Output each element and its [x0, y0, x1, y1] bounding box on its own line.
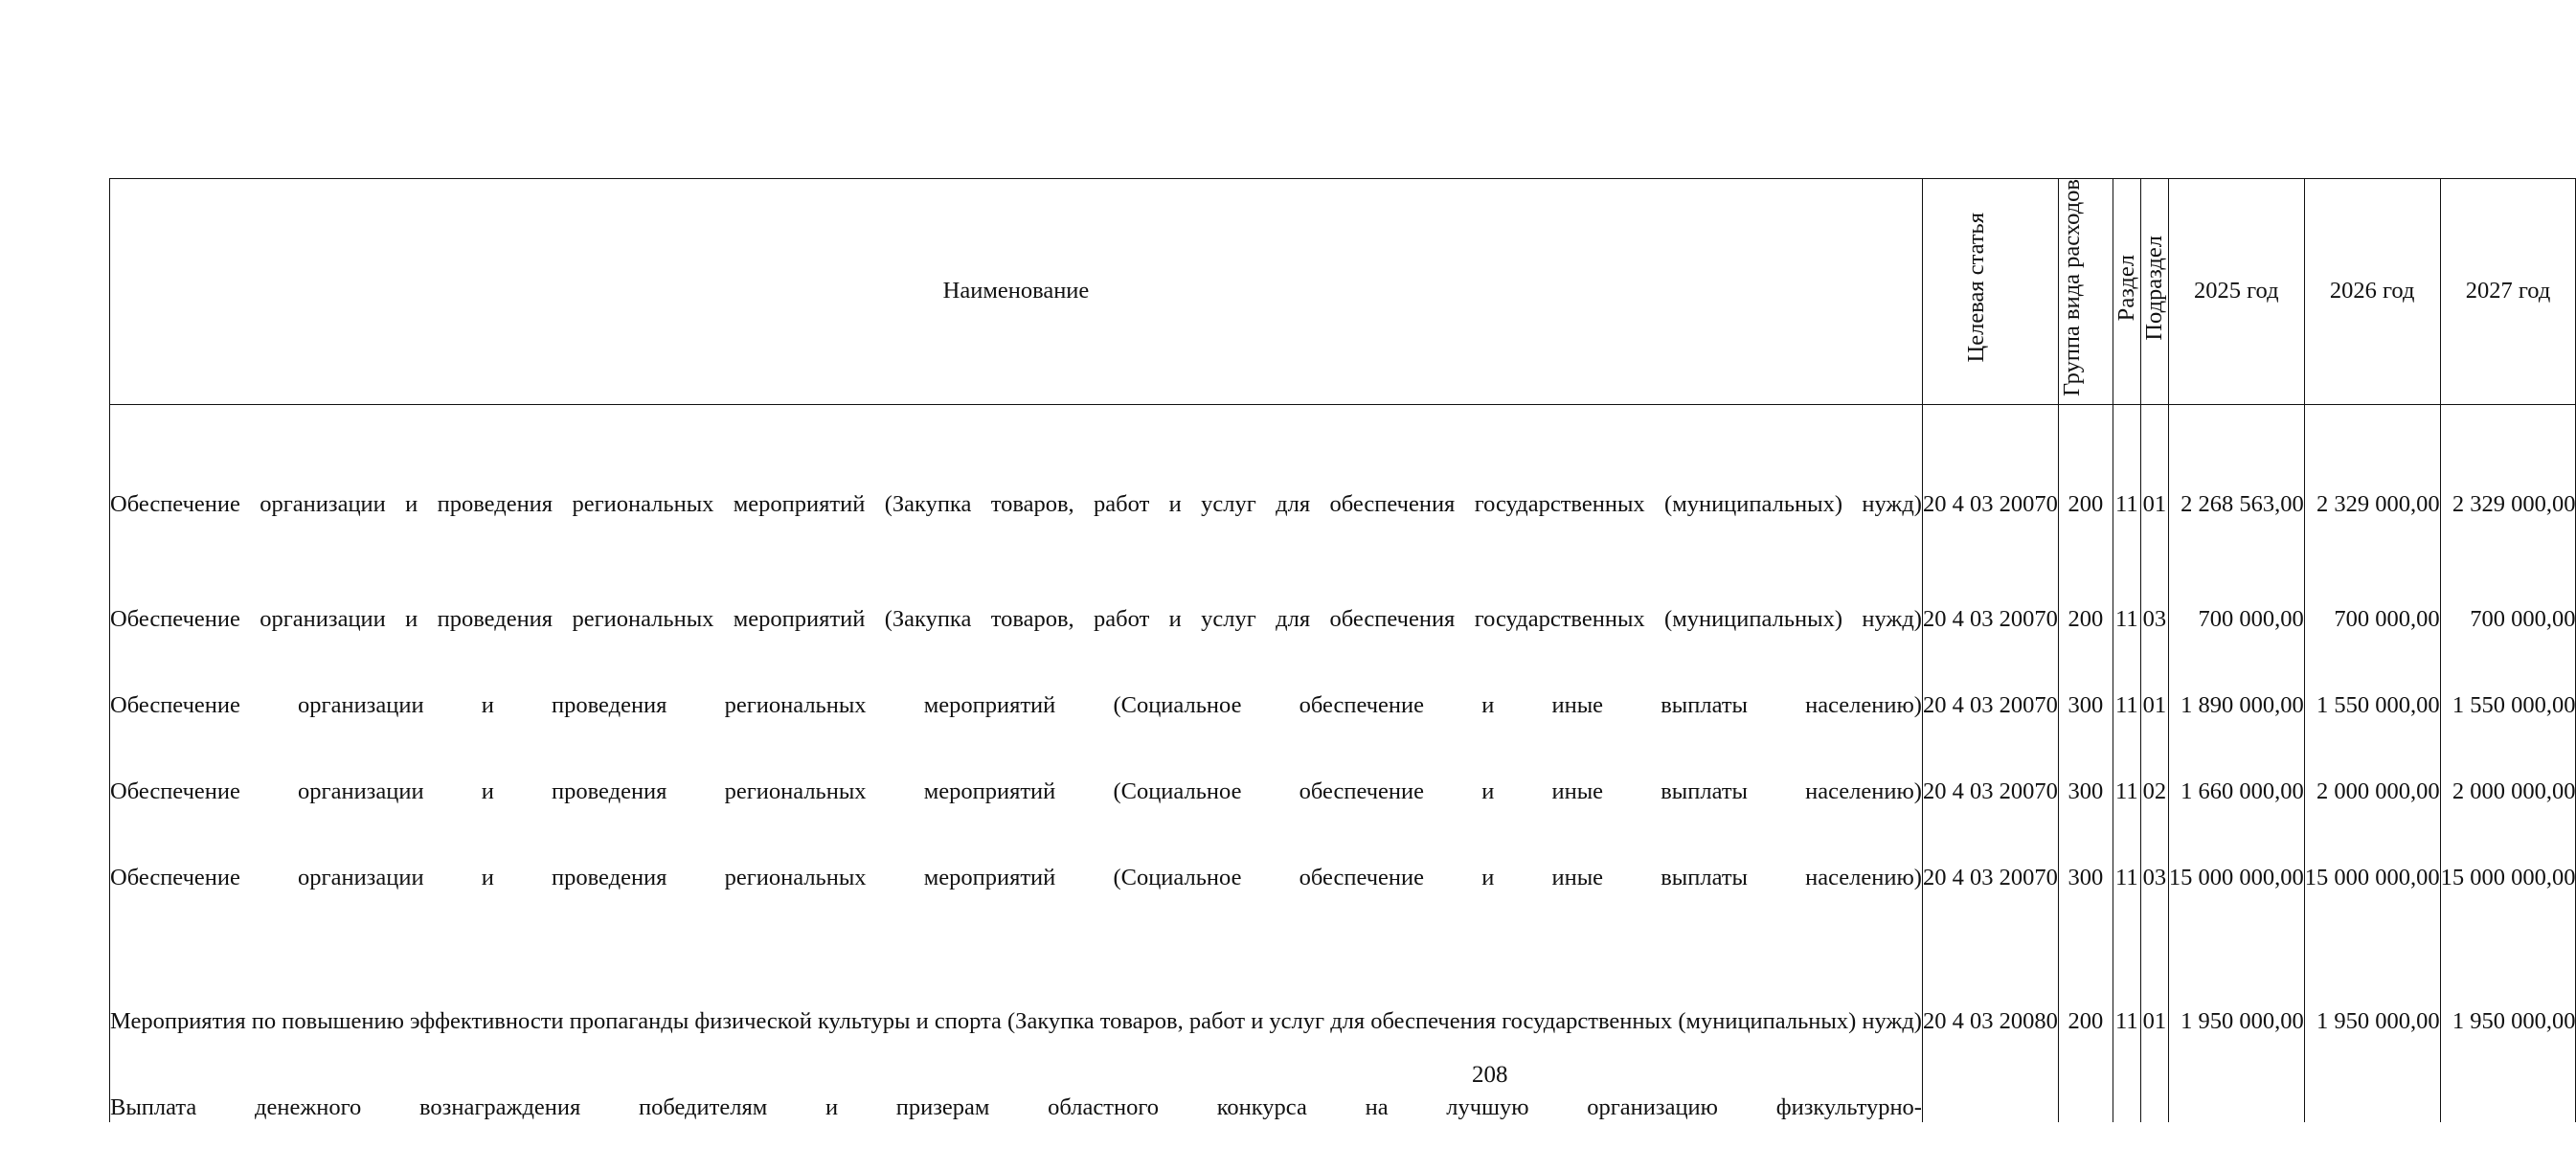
row-section: 11: [2113, 720, 2140, 806]
header-target-article: Целевая статья: [1922, 179, 2058, 405]
row-target-article: 20 4 03 20070: [1922, 806, 2058, 892]
row-expense-group: 300: [2058, 720, 2113, 806]
row-name: Обеспечение организации и проведения региональных мероприятий (Социальное обеспечение и иные выплаты населению): [110, 806, 1923, 892]
row-name: Обеспечение организации и проведения региональных мероприятий (Закупка товаров, работ и услуг для обеспечения государственных (муниципальных) нужд): [110, 404, 1923, 519]
table-row: [110, 404, 2576, 519]
table-header-row: [110, 179, 2576, 405]
row-amount-2025: 2 268 563,00: [2168, 404, 2304, 519]
row-amount-2026: 700 000,00: [2304, 519, 2440, 634]
row-amount-2025: 1 890 000,00: [2168, 634, 2304, 720]
header-year-2025: 2025 год: [2168, 179, 2304, 405]
row-subsection: 01: [2140, 634, 2168, 720]
row-section: 11: [2113, 519, 2140, 634]
row-amount-2027: 2 000 000,00: [2440, 720, 2576, 806]
row-section: 11: [2113, 892, 2140, 1036]
row-amount-2026: 2 329 000,00: [2304, 404, 2440, 519]
row-expense-group: 300: [2058, 806, 2113, 892]
row-amount-2027: 1 950 000,00: [2440, 892, 2576, 1036]
row-amount-2027: 2 329 000,00: [2440, 404, 2576, 519]
table-row: [110, 519, 2576, 634]
row-expense-group: 300: [2058, 634, 2113, 720]
row-amount-2027: [2440, 1036, 2576, 1122]
row-name: Обеспечение организации и проведения региональных мероприятий (Социальное обеспечение и иные выплаты населению): [110, 634, 1923, 720]
row-amount-2026: 15 000 000,00: [2304, 806, 2440, 892]
header-expense-group: Группа вида расходов: [2058, 179, 2113, 405]
row-amount-2027: 1 550 000,00: [2440, 634, 2576, 720]
row-subsection: 03: [2140, 806, 2168, 892]
row-name: Мероприятия по повышению эффективности пропаганды физической культуры и спорта (Закупка товаров, работ и услуг для обеспечения государственных (муниципальных) нужд): [110, 892, 1923, 1036]
table-row: [110, 892, 2576, 1036]
header-name: Наименование: [110, 179, 1923, 405]
row-subsection: 01: [2140, 404, 2168, 519]
row-amount-2026: 1 550 000,00: [2304, 634, 2440, 720]
row-amount-2027: 700 000,00: [2440, 519, 2576, 634]
row-amount-2025: 1 660 000,00: [2168, 720, 2304, 806]
row-section: [2113, 1036, 2140, 1122]
row-target-article: 20 4 03 20070: [1922, 720, 2058, 806]
row-expense-group: 200: [2058, 892, 2113, 1036]
table-row: [110, 634, 2576, 720]
row-target-article: 20 4 03 20070: [1922, 404, 2058, 519]
row-amount-2027: 15 000 000,00: [2440, 806, 2576, 892]
row-subsection: [2140, 1036, 2168, 1122]
table-row: [110, 806, 2576, 892]
row-expense-group: 200: [2058, 519, 2113, 634]
header-subsection: Подраздел: [2140, 179, 2168, 405]
row-name: Выплата денежного вознаграждения победителям и призерам областного конкурса на лучшую организацию физкультурно-: [110, 1036, 1923, 1122]
row-subsection: 03: [2140, 519, 2168, 634]
row-amount-2025: [2168, 1036, 2304, 1122]
row-section: 11: [2113, 404, 2140, 519]
row-expense-group: 200: [2058, 404, 2113, 519]
header-year-2026: 2026 год: [2304, 179, 2440, 405]
page-number: 208: [1472, 1062, 1508, 1088]
row-target-article: [1922, 1036, 2058, 1122]
row-target-article: 20 4 03 20070: [1922, 519, 2058, 634]
row-amount-2026: [2304, 1036, 2440, 1122]
row-target-article: 20 4 03 20070: [1922, 634, 2058, 720]
row-expense-group: [2058, 1036, 2113, 1122]
table-row: [110, 1036, 2576, 1122]
row-amount-2026: 1 950 000,00: [2304, 892, 2440, 1036]
row-subsection: 02: [2140, 720, 2168, 806]
row-name: Обеспечение организации и проведения региональных мероприятий (Социальное обеспечение и иные выплаты населению): [110, 720, 1923, 806]
header-section: Раздел: [2113, 179, 2140, 405]
row-target-article: 20 4 03 20080: [1922, 892, 2058, 1036]
table-row: [110, 720, 2576, 806]
budget-table: [109, 178, 2576, 1122]
row-section: 11: [2113, 806, 2140, 892]
row-amount-2025: 15 000 000,00: [2168, 806, 2304, 892]
row-amount-2025: 700 000,00: [2168, 519, 2304, 634]
row-amount-2025: 1 950 000,00: [2168, 892, 2304, 1036]
row-section: 11: [2113, 634, 2140, 720]
row-subsection: 01: [2140, 892, 2168, 1036]
row-name: Обеспечение организации и проведения региональных мероприятий (Закупка товаров, работ и услуг для обеспечения государственных (муниципальных) нужд): [110, 519, 1923, 634]
row-amount-2026: 2 000 000,00: [2304, 720, 2440, 806]
header-year-2027: 2027 год: [2440, 179, 2576, 405]
